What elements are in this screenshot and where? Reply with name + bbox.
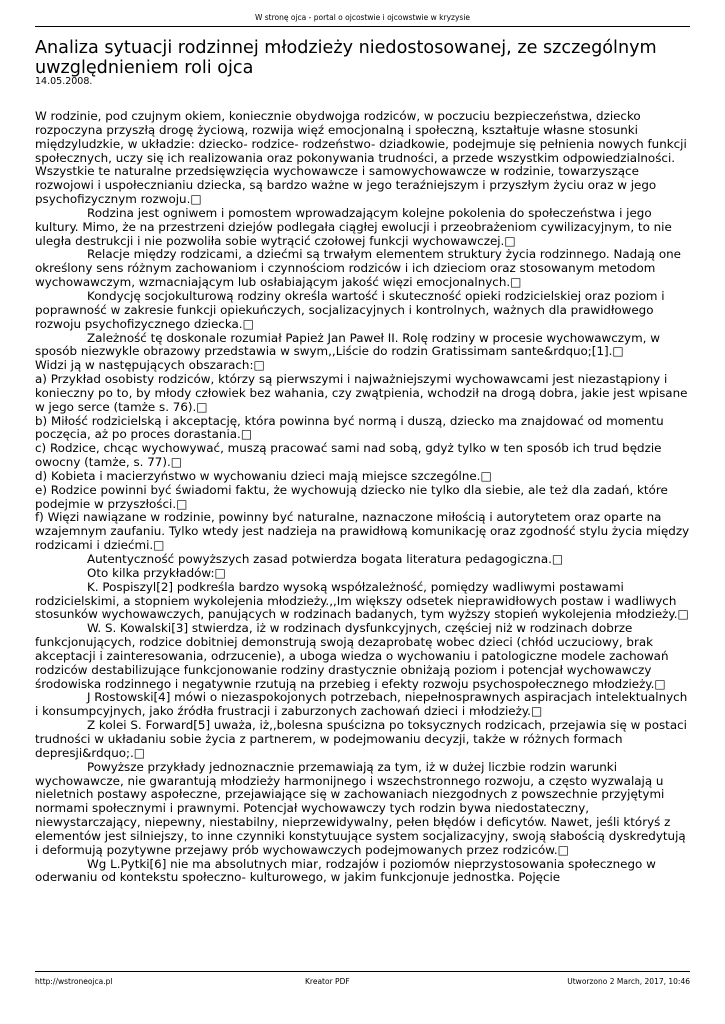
footer-divider bbox=[35, 971, 690, 972]
footer-created-date: Utworzono 2 March, 2017, 10:46 bbox=[567, 977, 690, 986]
article-paragraph: d) Kobieta i macierzyństwo w wychowaniu dzieci mają miejsce szczególne.□ bbox=[35, 468, 492, 483]
article-paragraph: Z kolei S. Forward[5] uważa, iż,,bolesna spuścizna po toksycznych rodzicach, przejawia się w postaci trudności w układaniu sobie życia z partnerem, w podejmowaniu decyzji, także w różnych formach depresji&rdquo;.□ bbox=[35, 718, 687, 760]
article-paragraph: Powyższe przykłady jednoznacznie przemawiają za tym, iż w dużej liczbie rodzin warunki wychowawcze, nie gwarantują młodzieży harmonijnego i wszechstronnego rozwoju, a często wyzwalają u nieletnich postawy aspołeczne, przejawiające się w zachowaniach niezgodnych z powszechnie przyjętymi normami społecznymi i prawnymi. Potencjał wychowawczy tych rodzin bywa niedostateczny, niewystarczający, niepewny, niestabilny, nieprzewidywalny, pełen błędów i deficytów. Nawet, jeśli któryś z elementów jest silniejszy, to inne czynniki konstytuujące system socjalizacyjny, swoją słabością dyskredytują i deformują pozytywne przejawy prób wychowawczych podejmowanych przez rodziców.□ bbox=[35, 759, 686, 857]
publish-date: 14.05.2008. bbox=[35, 76, 93, 87]
article-paragraph: Zależność tę doskonale rozumiał Papież Jan Paweł II. Rolę rodziny w procesie wychowawczym, w sposób niezwykle obrazowy przedstawia w swym,,Liście do rodzin Gratissimam sante&rdquo;[1].□ bbox=[35, 330, 660, 359]
header-divider bbox=[35, 26, 690, 27]
article-body bbox=[35, 110, 690, 885]
article-paragraph: a) Przykład osobisty rodziców, którzy są pierwszymi i najważniejszymi wychowawcami jest niezastąpiony i konieczny po to, by młody człowiek bez wahania, czy zwątpienia, wchodził na drogą dobra, jakie jest wpisane w jego serce (tamże s. 76).□ bbox=[35, 372, 688, 414]
article-paragraph: Wszystkie te naturalne przedsięwzięcia wychowawcze i samowychowawcze w rodzinie, towarzyszące rozwojowi i uspołecznianiu dziecka, są bardzo ważne w jego teraźniejszym i przyszłym życiu oraz w jego psychofizycznym rozwoju.□ bbox=[35, 164, 657, 207]
article-paragraph: b) Miłość rodzicielską i akceptację, która powinna być normą i duszą, dziecko ma znajdować od momentu poczęcia, aż po proces dorastania.□ bbox=[35, 413, 664, 442]
article-paragraph: Relacje między rodzicami, a dziećmi są trwałym elementem struktury życia rodzinnego. Nadają one określony sens różnym zachowaniom i czynnościom rodziców i ich dzieciom oraz stosowanym metodom wychowawczym, wzmacniającym lub osłabiającym jakość więzi emocjonalnych.□ bbox=[35, 247, 681, 290]
footer-url-link[interactable]: http://wstroneojca.pl bbox=[35, 977, 113, 986]
footer-generator: Kreator PDF bbox=[305, 977, 350, 986]
article-paragraph: c) Rodzice, chcąc wychowywać, muszą pracować sami nad sobą, gdyż tylko w ten sposób ich trud będzie owocny (tamże, s. 77).□ bbox=[35, 441, 662, 470]
article-paragraph: W. S. Kowalski[3] stwierdza, iż w rodzinach dysfunkcyjnych, częściej niż w rodzinach dobrze funkcjonujących, rodzice dobitniej demonstrują swoją dezaprobatę wobec dzieci (chłód uczuciowy, brak akceptacji i zainteresowania, odrzucenie), a uboga wiedza o wychowaniu i patologiczne modele zachowań rodziców destabilizujące funkcjonowanie rodziny drastycznie obniżają poziom i potencjał wychowawczy środowiska rodzinnego i negatywnie rzutują na przebieg i efekty rozwoju psychospołecznego młodzieży.□ bbox=[35, 621, 669, 691]
article-paragraph: f) Więzi nawiązane w rodzinie, powinny być naturalne, naznaczone miłością i autorytetem oraz oparte na wzajemnym zaufaniu. Tylko wtedy jest nadzieja na prawidłową komunikację oraz zgodność stylu życia między rodzicami i dziećmi.□ bbox=[35, 510, 690, 553]
article-paragraph: Kondycję socjokulturową rodziny określa wartość i skuteczność opieki rodzicielskiej oraz poziom i poprawność w zakresie funkcji opiekuńczych, socjalizacyjnych i kontrolnych, ważnych dla prawidłowego rozwoju psychofizycznego dziecka.□ bbox=[35, 288, 665, 331]
site-header: W stronę ojca - portal o ojcostwie i ojcowstwie w kryzysie bbox=[254, 13, 471, 22]
article-paragraph: K. Pospiszyl[2] podkreśla bardzo wysoką współzależność, pomiędzy wadliwymi postawami rodzicielskimi, a stopniem wykolejenia młodzieży.,,Im większy odsetek nieprawidłowych postaw i wadliwych stosunków wychowawczych, panujących w rodzinach badanych, tym wyższy stopień wykolejenia młodzieży.□ bbox=[35, 579, 689, 622]
article-paragraph: J Rostowski[4] mówi o niezaspokojonych potrzebach, niepełnosprawnych aspiracjach intelektualnych i konsumpcyjnych, jako źródła frustracji i zaburzonych zachowań dzieci i młodzieży.□ bbox=[35, 690, 688, 719]
article-paragraph: Rodzina jest ogniwem i pomostem wprowadzającym kolejne pokolenia do społeczeństwa i jego kultury. Mimo, że na przestrzeni dziejów podlegała ciągłej ewolucji i przeobrażeniom cywilizacyjnym, to nie uległa destrukcji i nie pozwoliła sobie wytrącić czołowej funkcji wychowawczej.□ bbox=[35, 205, 672, 248]
page-title: Analiza sytuacji rodzinnej młodzieży niedostosowanej, ze szczególnym uwzględnieniem roli ojca bbox=[35, 38, 657, 78]
article-paragraph: Autentyczność powyższych zasad potwierdza bogata literatura pedagogiczna.□ bbox=[87, 552, 564, 566]
article-paragraph: W rodzinie, pod czujnym okiem, koniecznie obydwojga rodziców, w poczuciu bezpieczeństwa, dziecko rozpoczyna przyszłą drogę życiową, rozwija więź emocjonalną i społeczną, kształtuje własne stosunki międzyludzkie, w układzie: dziecko- rodzice- rodzeństwo- dziadkowie, podejmuje się pełnienia nowych funkcji społecznych, uczy się ich realizowania oraz pokonywania trudności, a przede wszystkim odpowiedzialności. bbox=[35, 109, 687, 165]
article-paragraph: e) Rodzice powinni być świadomi faktu, że wychowują dziecko nie tylko dla siebie, ale też dla zadań, które podejmie w przyszłości.□ bbox=[35, 482, 668, 511]
article-paragraph: Widzi ją w następujących obszarach:□ bbox=[35, 358, 265, 373]
article-paragraph: Oto kilka przykładów:□ bbox=[87, 565, 226, 580]
article-paragraph: Wg L.Pytki[6] nie ma absolutnych miar, rodzajów i poziomów nieprzystosowania społecznego w oderwaniu od kontekstu społeczno- kulturowego, w jakim funkcjonuje jednostka. Pojęcie bbox=[35, 856, 656, 885]
